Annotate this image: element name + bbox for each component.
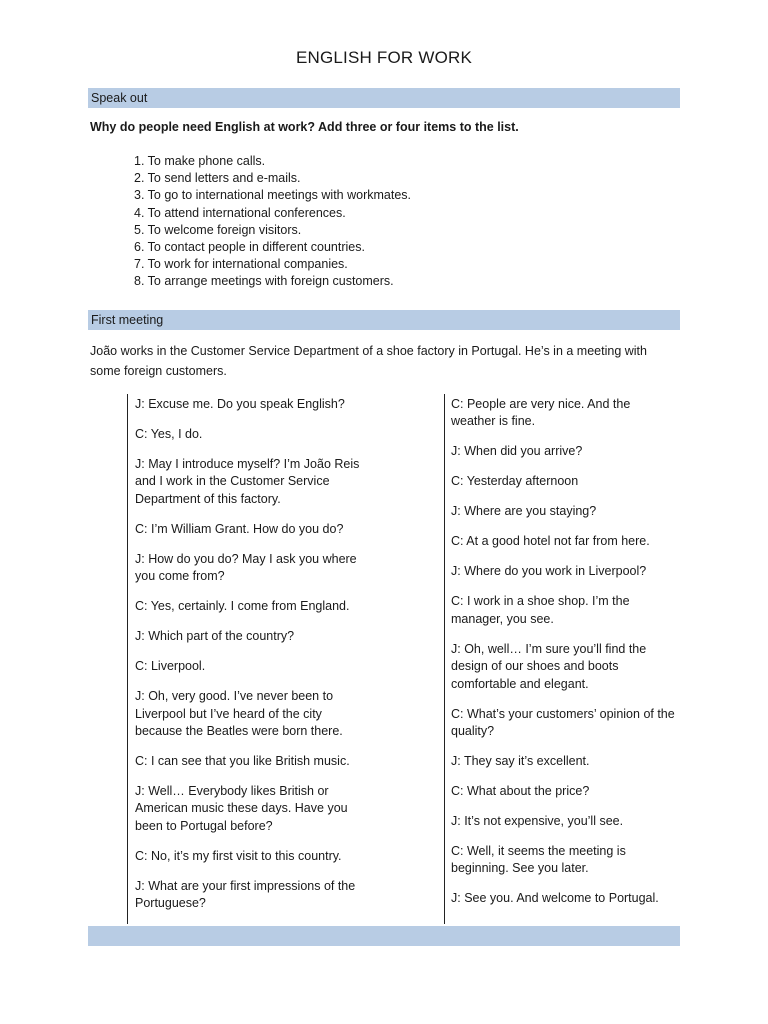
dialogue-line: J: They say it’s excellent.	[451, 754, 590, 769]
dialogue-line: J: Which part of the country?	[135, 629, 295, 644]
dialogue-line: J: Excuse me. Do you speak English?	[135, 397, 345, 411]
dialogue-line: C: I’m William Grant. How do you do?	[135, 521, 344, 536]
dialogue-line: C: Liverpool.	[135, 659, 206, 674]
dialogue-line: C: Yes, I do.	[135, 427, 203, 441]
list-item: 5. To welcome foreign visitors.	[134, 222, 302, 237]
dialogue-line: C: People are very nice. And the weather is fine.	[451, 397, 631, 429]
list-item: 1. To make phone calls.	[134, 154, 266, 168]
column-divider-left	[127, 394, 128, 924]
list-item: 4. To attend international conferences.	[134, 205, 346, 220]
list-item: 6. To contact people in different countries.	[134, 240, 365, 255]
dialogue-line: C: What about the price?	[451, 784, 590, 799]
dialogue-line: C: What’s your customers’ opinion of the quality?	[451, 706, 675, 739]
dialogue-line: J: Where do you work in Liverpool?	[451, 564, 647, 579]
list-item: 7. To work for international companies.	[134, 257, 348, 272]
dialogue-line: J: It’s not expensive, you’ll see.	[451, 814, 624, 829]
footer-bar	[88, 926, 680, 946]
dialogue-intro: João works in the Customer Service Department of a shoe factory in Portugal. He’s in a meeting with some foreign customers.	[90, 344, 647, 378]
list-item: 8. To arrange meetings with foreign customers.	[134, 274, 394, 289]
list-item: 3. To go to international meetings with workmates.	[134, 188, 411, 203]
dialogue-line: C: I can see that you like British music.	[135, 754, 350, 769]
page-title: ENGLISH FOR WORK	[295, 48, 473, 67]
dialogue-line: J: Where are you staying?	[451, 504, 597, 519]
dialogue-column-left	[135, 396, 370, 925]
dialogue-line: C: Yesterday afternoon	[451, 474, 579, 489]
reasons-list	[134, 153, 411, 291]
list-item: 2. To send letters and e-mails.	[134, 171, 301, 186]
dialogue-line: C: Well, it seems the meeting is beginning. See you later.	[451, 844, 626, 876]
section-heading-first-meeting: First meeting	[88, 310, 680, 330]
dialogue-line: J: Oh, very good. I’ve never been to Liverpool but I’ve heard of the city because the Beatles were born there.	[135, 689, 343, 739]
dialogue-line: J: When did you arrive?	[451, 444, 583, 459]
dialogue-line: C: I work in a shoe shop. I’m the manager, you see.	[451, 594, 630, 626]
dialogue-line: C: Yes, certainly. I come from England.	[135, 599, 350, 614]
speak-out-question: Why do people need English at work? Add three or four items to the list.	[90, 120, 519, 134]
dialogue-line: C: No, it’s my first visit to this country.	[135, 848, 342, 863]
dialogue-line: J: What are your first impressions of the Portuguese?	[135, 878, 356, 911]
section-heading-speak-out: Speak out	[88, 88, 680, 108]
dialogue-line: J: See you. And welcome to Portugal.	[451, 891, 659, 906]
dialogue-line: J: How do you do? May I ask you where you come from?	[135, 551, 357, 584]
dialogue-line: J: May I introduce myself? I’m João Reis and I work in the Customer Service Department of this factory.	[135, 457, 360, 506]
dialogue-line: J: Well… Everybody likes British or American music these days. Have you been to Portugal before?	[135, 784, 348, 833]
dialogue-line: J: Oh, well… I’m sure you’ll find the design of our shoes and boots comfortable and elegant.	[451, 641, 647, 691]
dialogue-line: C: At a good hotel not far from here.	[451, 534, 650, 549]
column-divider-middle	[444, 394, 445, 924]
dialogue-column-right	[451, 396, 676, 920]
